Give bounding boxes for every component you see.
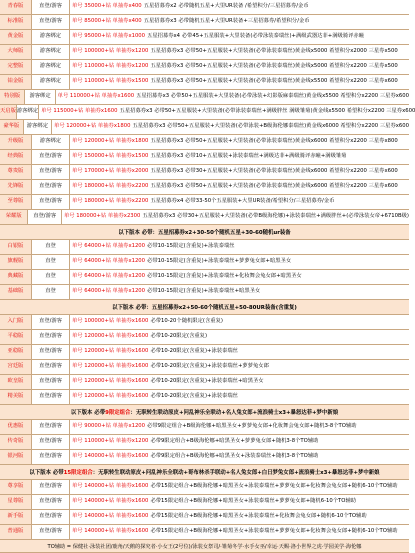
table-row[interactable]	[0, 420, 409, 435]
table-row[interactable]	[0, 105, 415, 120]
login-mode: 直登/游客	[32, 375, 70, 389]
package-detail	[70, 60, 409, 74]
table-row[interactable]	[0, 180, 409, 195]
version-name: 标准版	[0, 15, 32, 29]
version-name: 大师版	[0, 45, 32, 59]
package-contents: 五星招募券x3 必带50+五星服装+大里装备(必带泳装+B级海伦娜泰瑞丝)黄金线x6000 希望积分x2200 三星券x600	[132, 123, 409, 130]
package-contents: 必带9限定组合+B级海伦娜+暗黑圣女+萝萝兔女郎+随机3-8个TO辅助	[150, 438, 319, 445]
package-price: 单号 180000+钻 单抽券x2300	[64, 213, 141, 220]
package-contents: 五星招募券x3 必带50+五星服装+大里装备(必带泳装+幻影版麻泰瑞丝)黄金线x5500 希望积分x2200 三星券x600	[136, 93, 409, 100]
version-name: 尊贵版	[0, 165, 32, 179]
package-detail	[52, 120, 409, 134]
table-row[interactable]	[0, 450, 409, 465]
login-mode: 直登/游客	[32, 165, 70, 179]
login-mode: 游客绑定	[32, 30, 70, 44]
package-detail	[56, 90, 409, 104]
package-detail	[70, 330, 409, 344]
package-contents: 必带10-20限定(含重复)+泳装泰瑞丝+萝萝兔女郎	[150, 363, 269, 370]
package-price: 单号 120000+钻 单抽券x1600	[72, 333, 149, 340]
package-detail	[70, 315, 409, 329]
package-price: 单号 150000+钻 单抽券x1500	[72, 153, 149, 160]
package-detail	[70, 480, 409, 494]
package-detail	[70, 525, 409, 539]
login-mode: 游客绑定	[32, 60, 70, 74]
version-name: 荣耀版	[0, 210, 28, 224]
table-row[interactable]	[0, 75, 409, 90]
package-contents: 必带15限定组合+B级海伦娜+暗黑圣女+泳装泰瑞丝+化妆舞会兔女郎+随机6-10个TO辅助	[150, 513, 367, 520]
package-detail	[70, 450, 409, 464]
package-price: 单号 120000+钻 单抽券x1600	[72, 378, 149, 385]
version-name: 新手版	[0, 510, 32, 524]
package-price: 单号 140000+钻 单抽券x1600	[72, 483, 149, 490]
package-contents: 必带10-20限定(含重复)+泳装泰瑞丝	[150, 348, 238, 355]
package-contents: 五星招募券x3 必带50+五星服装+大里装备(必带泳装泰瑞丝)黄金线x6000 希望积分x2200 三星券x600	[150, 183, 398, 190]
version-name: 普通版	[0, 525, 32, 539]
package-contents: 必带10-20个随机限定(含重复)	[150, 318, 223, 325]
package-contents: 必带9限定组合+B级海伦娜+暗黑圣女+萝萝兔女郎+化妆舞会兔女郎+随机3-8个TO辅助	[147, 423, 357, 430]
package-price: 单号 140000+钻 单抽券x1600	[72, 513, 149, 520]
package-price: 单号 64000+钻 单抽券x1200	[72, 288, 146, 295]
login-mode: 直登/游客	[32, 510, 70, 524]
package-price: 单号 110000+钻 单抽券x1500	[72, 78, 149, 85]
package-contents: 必带10-15限定(含重复)+泳装泰瑞丝+化妆舞会兔女郎+暗黑圣女	[147, 273, 302, 280]
login-mode: 直登/游客	[32, 195, 70, 209]
section-header	[0, 300, 409, 315]
login-mode: 直登/游客	[32, 450, 70, 464]
package-detail	[70, 390, 409, 404]
package-price: 单号 170000+钻 单抽券x2000	[72, 168, 149, 175]
version-name: 特别版	[0, 90, 25, 104]
package-contents: 必带9限定组合+B级海伦娜+暗黑圣女+泳装泰瑞丝+随机3-8个TO辅助	[150, 453, 319, 460]
version-name: 银河版	[0, 450, 32, 464]
package-contents: 五星招募券x3 必带50+五星服装+大里装备(必带泳装泰瑞丝)黄金线x6000 希望积分x2200 三星券x800	[150, 138, 398, 145]
package-contents: 五星招募券x2 必带随机五星+大里UR装备 /希望积分/三星招募券/金币	[143, 3, 309, 10]
package-detail	[70, 75, 409, 89]
login-mode: 直登/游客	[32, 495, 70, 509]
table-row[interactable]	[0, 390, 409, 405]
package-contents: 五星招募券x3 必带50+五星服装+大里装备(必带泳装泰瑞丝)黄金线x5500 希望积分x2200 三星券x600	[150, 78, 398, 85]
package-contents: 必带10-15限定(含重复)+泳装泰瑞丝+暗黑圣女	[147, 288, 261, 295]
version-name: 旗舰版	[0, 255, 32, 269]
package-price: 单号 140000+钻 单抽券x1600	[72, 453, 149, 460]
login-mode: 直登/游客	[32, 330, 70, 344]
section-header-detail: ：无职转生联动原皮+问乱神乐全联动+名人兔女郎+流浪骑士x3+暴怒达菲+梦中新娘	[130, 410, 339, 416]
package-price: 单号 180000+钻 单抽券x2200	[72, 183, 149, 190]
package-contents: 五星招募券x4 必带45+五星服装+大里装备(必带泳装泰瑞丝)+满级武器达菲+满级骑评赤瞳	[147, 33, 364, 40]
login-mode: 直登	[32, 255, 70, 269]
package-price: 单号 100000+钻 单抽券x1200	[72, 48, 149, 55]
login-mode: 游客绑定	[24, 120, 52, 134]
version-name: 宫廷版	[0, 360, 32, 374]
package-contents: 五星招募券x3 必带50+五星服装+大里装备(必带泳装泰瑞丝+满级胖丝 满级雏菊)黄金线x5500 希望积分x2200 三星券x600	[119, 108, 415, 115]
package-detail	[70, 15, 409, 29]
table-row[interactable]	[0, 30, 409, 45]
table-row[interactable]	[0, 375, 409, 390]
table-row[interactable]	[0, 255, 409, 270]
login-mode: 游客绑定	[25, 90, 55, 104]
login-mode: 直登/游客	[32, 390, 70, 404]
package-price: 单号 64000+钻 单抽券x1200	[72, 273, 146, 280]
version-name: 先锋版	[0, 180, 32, 194]
package-price: 单号 90000+钻 单抽券x1200	[72, 423, 146, 430]
table-row[interactable]	[0, 495, 409, 510]
package-price: 单号 95000+钻 单抽券x1000	[72, 33, 146, 40]
version-name: 黄金版	[0, 30, 32, 44]
package-contents: 五星招募券x3 必带50+五星服装+大里装备(必带泳装泰瑞丝)黄金线x5000 希望积分x2000 三星券x500	[150, 48, 398, 55]
version-name: 传奇版	[0, 435, 32, 449]
section-header	[0, 405, 409, 420]
package-price: 单号 120000+钻 单抽券x1800	[72, 138, 149, 145]
package-price: 单号 120000+钻 单抽券x1600	[72, 363, 149, 370]
version-name: 经典版	[0, 150, 32, 164]
login-mode: 直登/游客	[32, 315, 70, 329]
package-detail	[70, 195, 409, 209]
table-row[interactable]	[0, 135, 409, 150]
table-row[interactable]	[0, 0, 409, 15]
login-mode: 直登/游客	[32, 525, 70, 539]
section-header-text: 以下版本 必带	[70, 410, 106, 416]
table-row[interactable]	[0, 345, 409, 360]
table-row[interactable]	[0, 285, 409, 300]
package-detail	[70, 150, 409, 164]
package-detail	[70, 240, 409, 254]
version-name: 平稳版	[0, 330, 32, 344]
package-detail	[70, 270, 409, 284]
package-price: 单号 140000+钻 单抽券x1600	[72, 528, 149, 535]
package-price: 单号 110000+钻 单抽券x1200	[72, 438, 149, 445]
package-contents: 五星招募券x3 必带50+五星服装+大里装备(必带泳装泰瑞丝)黄金线x5000 希望积分x2200 三星券x500	[150, 63, 398, 70]
package-detail	[70, 360, 409, 374]
package-detail	[70, 345, 409, 359]
package-contents: 必带10-15限定(含重复)+泳装泰瑞丝+萝萝兔女郎+暗黑圣女	[147, 258, 292, 265]
package-contents: 五星招募券x3 必带10+五星服装+泳装泰瑞丝+满级达菲+满级骑评赤瞳+满级雏菊	[150, 153, 347, 160]
login-mode: 直登	[32, 270, 70, 284]
table-row[interactable]	[0, 360, 409, 375]
package-detail	[70, 285, 409, 299]
table-row[interactable]	[0, 120, 409, 135]
version-name: 典藏版	[0, 270, 32, 284]
package-price: 单号 180000+钻 单抽券x2200	[72, 198, 149, 205]
version-name: 白银版	[0, 240, 32, 254]
table-row[interactable]	[0, 60, 409, 75]
package-detail	[70, 30, 409, 44]
package-contents: 五星招募券x3 必带30+五星服装+大里装备(必带B级海伦娜)+泳装泰瑞丝+满级胖丝+(必带泳装女帝+6710B级)	[142, 213, 409, 220]
table-row[interactable]	[0, 45, 409, 60]
package-detail	[70, 495, 409, 509]
package-detail	[70, 135, 409, 149]
section-header-text: 以下版本 必带	[29, 470, 64, 476]
package-detail	[70, 165, 409, 179]
section-header-text: 以下版本 必带：五星招募券x2+50-60个随机五星+50-80UR装备(含重复)	[112, 305, 297, 311]
section-header	[0, 225, 409, 240]
version-name: 天启版	[0, 105, 17, 119]
version-name: 铂金版	[0, 75, 32, 89]
package-price: 单号 140000+钻 单抽券x1600	[72, 498, 149, 505]
table-row[interactable]	[0, 150, 409, 165]
table-row[interactable]	[0, 195, 409, 210]
table-row[interactable]	[0, 480, 409, 495]
login-mode: 直登/游客	[32, 0, 70, 14]
section-header-text: 以下版本 必带：五星招募券x2+30-50个随机五星+30-60随机ur装备	[118, 230, 291, 236]
package-detail	[39, 105, 415, 119]
login-mode: 直登/游客	[32, 420, 70, 434]
table-row[interactable]	[0, 525, 409, 540]
package-contents: 五星招募券x3 必带随机五星+大里UR装备+三星招募券/希望积分/金币	[143, 18, 310, 25]
package-price: 单号 85000+钻 单抽券x400	[72, 18, 142, 25]
table-row[interactable]	[0, 90, 409, 105]
version-name: 欧皇版	[0, 375, 32, 389]
table-row[interactable]	[0, 315, 409, 330]
version-name: 基础版	[0, 285, 32, 299]
package-price: 单号 110000+钻 单抽券x1600	[57, 93, 135, 100]
package-price: 单号 120000+钻 单抽券x1600	[72, 348, 149, 355]
version-name: 至尊版	[0, 195, 32, 209]
table-row[interactable]	[0, 210, 409, 225]
table-row[interactable]	[0, 330, 409, 345]
table-row[interactable]	[0, 15, 409, 30]
package-detail	[70, 420, 409, 434]
table-row[interactable]	[0, 510, 409, 525]
package-detail	[70, 375, 409, 389]
section-header-detail: ：无职转生联动原皮+问乱神乐全联动+哥布林杀手联动+名人兔女郎+白日梦兔女郎+流浪骑士x3+暴怒达菲+梦中新娘	[92, 470, 380, 476]
login-mode: 直登/游客	[32, 360, 70, 374]
login-mode: 直登/游客	[32, 480, 70, 494]
table-row[interactable]	[0, 240, 409, 255]
login-mode: 直登/游客	[32, 150, 70, 164]
package-detail	[70, 510, 409, 524]
login-mode: 直登/游客	[32, 15, 70, 29]
login-mode: 游客绑定	[32, 135, 70, 149]
package-detail	[70, 435, 409, 449]
package-price: 单号 120000+钻 单抽券x1800	[54, 123, 131, 130]
package-price: 单号 100000+钻 单抽券x1600	[72, 318, 149, 325]
section-header-highlight: 9限定组合	[105, 410, 131, 416]
version-name: 星尊版	[0, 495, 32, 509]
package-contents: 必带15限定组合+B级海伦娜+暗黑圣女+泳装泰瑞丝+萝萝兔女郎+化妆舞会兔女郎+随机6-10个TO辅助	[150, 483, 398, 490]
package-contents: 五星招募券x3 必带30+五星服装+大里装备(必带泳装泰瑞丝)黄金线x6000 希望积分x2200 三星券x600	[150, 168, 398, 175]
version-name: 精美版	[0, 390, 32, 404]
version-name: 优惠版	[0, 420, 32, 434]
login-mode: 直登/游客	[32, 435, 70, 449]
package-detail	[70, 0, 409, 14]
version-name: 亚稳版	[0, 345, 32, 359]
login-mode: 游客绑定	[17, 105, 39, 119]
version-name: 入门版	[0, 315, 32, 329]
package-price: 单号 35000+钻 单抽券x400	[72, 3, 142, 10]
package-contents: 必带10-20限定(含重复)	[150, 333, 208, 340]
package-contents: 必带10-20限定(含重复)+泳装泰瑞丝	[150, 393, 238, 400]
footer-note: TO辅助 = 保健社·泳装社团/鹿角/天鹅的探究者·小女王(2号位)/泳装女祭司/·雏菊冬学·水手女巫/幸运·天赐·洛小世界之虎·学园美学·海伦娜	[0, 540, 409, 553]
table-row[interactable]	[0, 165, 409, 180]
package-contents: 必带10-20限定(含重复)+泳装泰瑞丝+暗黑圣女	[150, 378, 264, 385]
package-price: 单号 110000+钻 单抽券x1200	[72, 63, 149, 70]
package-price: 单号 64000+钻 单抽券x1200	[72, 243, 146, 250]
package-contents: 必带15限定组合+B级海伦娜+暗黑圣女+泳装泰瑞丝+萝萝兔女郎+随机6-10个TO辅助	[150, 498, 357, 505]
version-name: 尊享版	[0, 480, 32, 494]
version-name: 青春版	[0, 0, 32, 14]
table-row[interactable]	[0, 270, 409, 285]
package-price: 单号 120000+钻 单抽券x1600	[72, 393, 149, 400]
login-mode: 直登	[32, 240, 70, 254]
package-contents: 必带10-15限定(含重复)+泳装泰瑞丝	[147, 243, 235, 250]
package-detail	[70, 255, 409, 269]
version-name: 豪华版	[0, 120, 24, 134]
version-name: 完整版	[0, 60, 32, 74]
table-row[interactable]	[0, 435, 409, 450]
login-mode: 直登	[32, 285, 70, 299]
package-contents: 五星招募券x4 必带33-50个五星服装+大里UR装备/希望积分/三星招募券/金币	[150, 198, 335, 205]
login-mode: 直登/游客	[32, 345, 70, 359]
package-price: 单号 64000+钻 单抽券x1200	[72, 258, 146, 265]
login-mode: 直登/游客	[32, 180, 70, 194]
package-detail	[70, 45, 409, 59]
version-name: 升级版	[0, 135, 32, 149]
login-mode: 游客绑定	[32, 75, 70, 89]
package-detail	[70, 180, 409, 194]
package-price: 单号 115000+钻 单抽券x1600	[41, 108, 118, 115]
login-mode: 直登/游客	[28, 210, 62, 224]
section-header-highlight: 15限定组合	[63, 470, 93, 476]
login-mode: 游客绑定	[32, 45, 70, 59]
package-contents: 必带15限定组合+B级海伦娜+暗黑圣女+泳装泰瑞丝+萝萝兔女郎+化妆舞会兔女郎+随机6-10个TO辅助	[150, 528, 398, 535]
package-detail	[62, 210, 409, 224]
section-header	[0, 465, 409, 480]
